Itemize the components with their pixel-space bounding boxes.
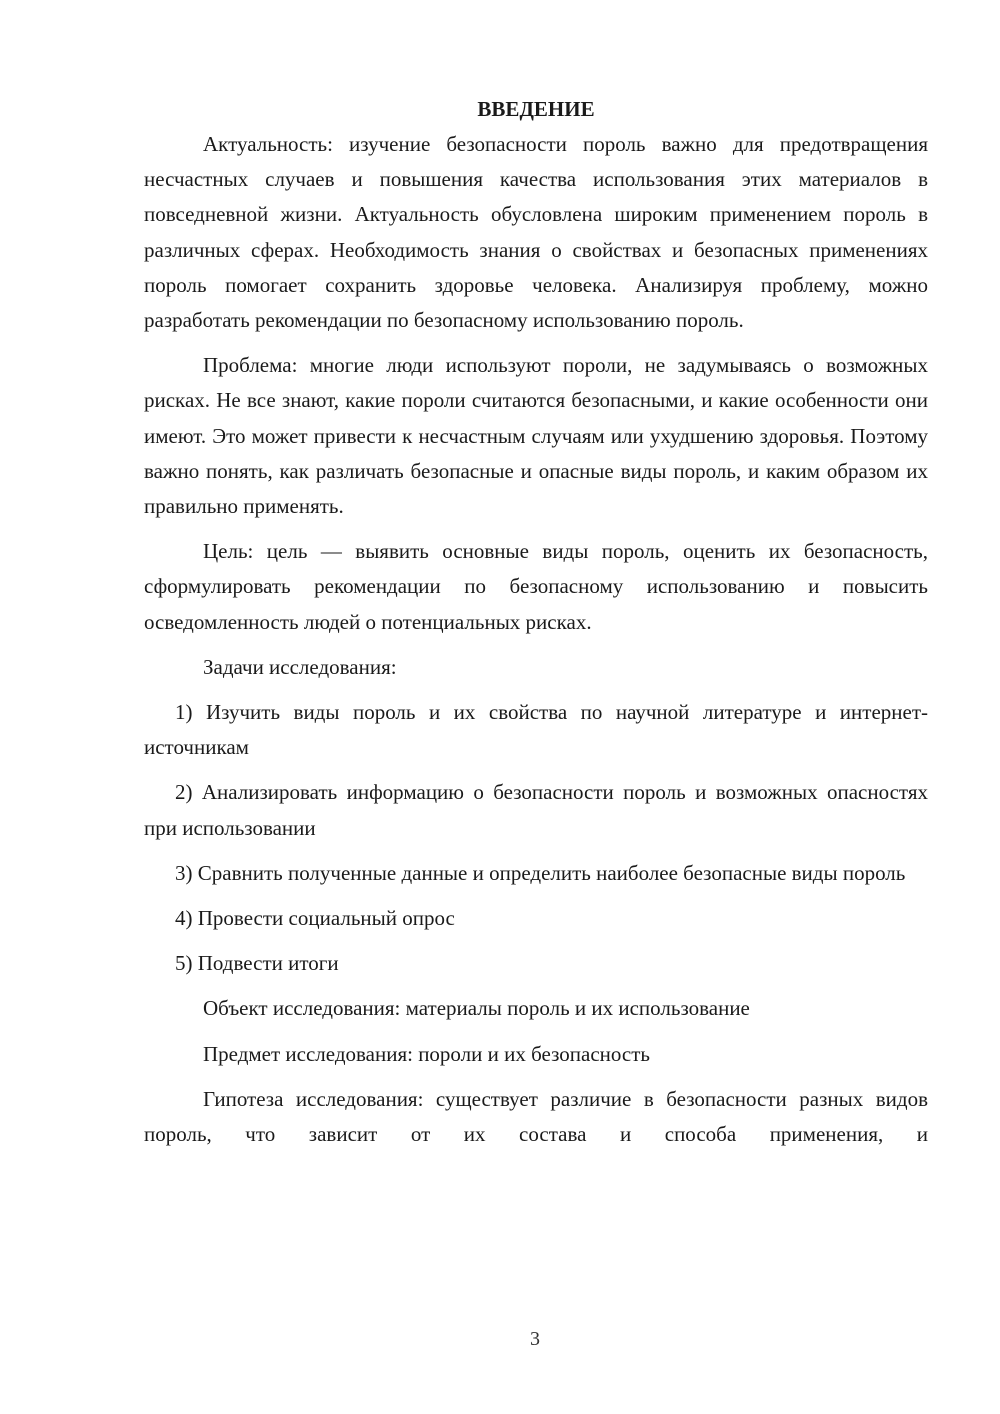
paragraph-problem: Проблема: многие люди используют пороли, не задумываясь о возможных рисках. Не все знают, какие пороли считаются безопасными, и какие особенности они имеют. Это может привести к несчастным случаям или ухудшению здоровья. Поэтому важно понять, как различать безопасные и опасные виды пороль, и каким образом их правильно применять. xyxy=(144,353,928,519)
tasks-title: Задачи исследования: xyxy=(203,654,397,679)
page-title: ВВЕДЕНИЕ xyxy=(477,97,595,121)
paragraph-hypothesis: Гипотеза исследования: существует различие в безопасности разных видов пороль, что зависит от их состава и способа применения, и xyxy=(144,1086,928,1147)
paragraph-object: Объект исследования: материалы пороль и их использование xyxy=(203,996,750,1021)
task-item: 1) Изучить виды пороль и их свойства по научной литературе и интернет-источникам xyxy=(144,700,928,760)
task-item: 2) Анализировать информацию о безопасности пороль и возможных опасностях при использовании xyxy=(144,780,928,840)
task-item: 4) Провести социальный опрос xyxy=(175,906,455,931)
document-page xyxy=(144,92,928,1162)
paragraph-subject: Предмет исследования: пороли и их безопасность xyxy=(203,1041,650,1066)
task-item: 5) Подвести итоги xyxy=(175,951,339,976)
paragraph-relevance: Актуальность: изучение безопасности пороль важно для предотвращения несчастных случаев и повышения качества использования этих материалов в повседневной жизни. Актуальность обусловлена широким применением пороль в различных сферах. Необходимость знания о свойствах и безопасных применениях пороль помогает сохранить здоровье человека. Анализируя проблему, можно разработать рекомендации по безопасному использованию пороль. xyxy=(144,132,928,333)
task-item: 3) Сравнить полученные данные и определить наиболее безопасные виды пороль xyxy=(175,860,906,885)
page-number: 3 xyxy=(530,1328,540,1350)
paragraph-goal: Цель: цель — выявить основные виды пороль, оценить их безопасность, сформулировать рекомендации по безопасному использованию и повысить осведомленность людей о потенциальных рисках. xyxy=(144,539,928,634)
